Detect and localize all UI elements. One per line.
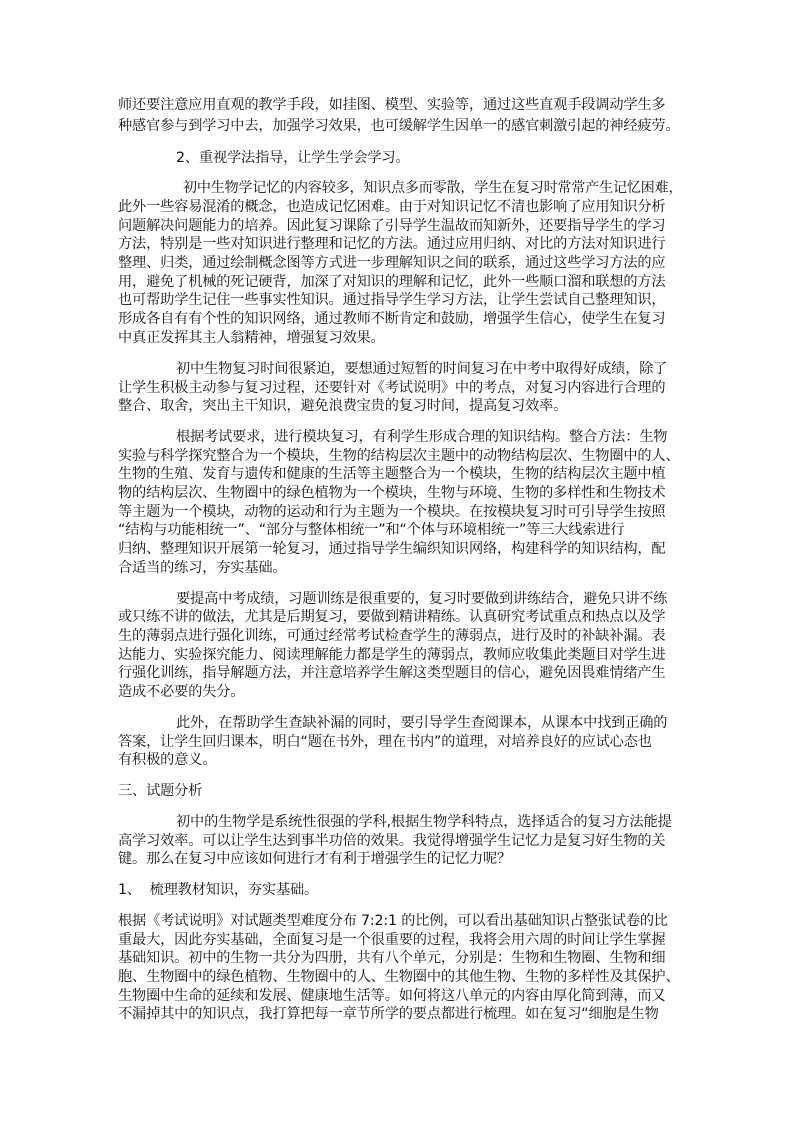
text-line: 基础知识。初中的生物一共分为四册，共有八个单元，分别是：生物和生物圈、生物和细 xyxy=(118,950,666,966)
text-line: 根据《考试说明》对试题类型难度分布 7:2:1 的比例，可以看出基础知识占整张试卷的比 xyxy=(118,913,668,929)
text-line: 根据考试要求，进行模块复习，有利学生形成合理的知识结构。整合方法：生物 xyxy=(176,429,668,445)
text-line: 有积极的意义。 xyxy=(118,752,217,768)
text-line: 用，避免了机械的死记硬背，加深了对知识的理解和记忆，此外一些顺口溜和联想的方法 xyxy=(118,274,666,290)
text-line: 此外，在帮助学生查缺补漏的同时，要引导学生查阅课本，从课本中找到正确的 xyxy=(176,715,668,731)
text-line: 达能力、实验探究能力、阅读理解能力都是学生的薄弱点，教师应收集此类题目对学生进 xyxy=(118,647,666,663)
text-line: 中真正发挥其主人翁精神，增强复习效果。 xyxy=(118,330,385,346)
text-line: “结构与功能相统一”、“部分与整体相统一”和“个体与环境相统一”等三大线索进行 xyxy=(118,522,625,538)
text-line: 生的薄弱点进行强化训练，可通过经常考试检查学生的薄弱点，进行及时的补缺补漏。表 xyxy=(118,628,666,644)
text-line: 形成各自有有个性的知识网络，通过教师不断肯定和鼓励，增强学生信心，使学生在复习 xyxy=(118,311,666,327)
text-line: 方法，特别是一些对知识进行整理和记忆的方法。通过应用归纳、对比的方法对知识进行 xyxy=(118,236,666,252)
text-line: 等主题为一个模块，动物的运动和行为主题为一个模块。在按模块复习时可引导学生按照 xyxy=(118,504,666,520)
heading-text: 2、重视学法指导，让学生学会学习。 xyxy=(176,150,410,166)
text-line: 重最大，因此夯实基础，全面复习是一个很重要的过程，我将会用六周的时间让学生掌握 xyxy=(118,932,666,948)
text-line: 生物圈中生命的延续和发展、健康地生活等。如何将这八单元的内容由厚化简到薄，而又 xyxy=(118,988,666,1004)
text-line: 或只练不讲的做法，尤其是后期复习，要做到精讲精练。认真研究考试重点和热点以及学 xyxy=(118,609,666,625)
text-line: 答案，让学生回归课本，明白“题在书外，理在书内”的道理，对培养良好的应试心态也 xyxy=(118,734,652,750)
text-line: 要提高中考成绩，习题训练是很重要的，复习时要做到讲练结合，避免只讲不练 xyxy=(176,591,668,607)
heading-text: 三、试题分析 xyxy=(118,783,203,799)
text-line: 胞、生物圈中的绿色植物、生物圈中的人、生物圈中的其他生物、生物的多样性及其保护、 xyxy=(118,969,680,985)
text-line: 行强化训练，指导解题方法，并注意培养学生解这类型题目的信心，避免因畏难情绪产生 xyxy=(118,665,666,681)
text-line: 造成不必要的失分。 xyxy=(118,684,245,700)
text-line: 也可帮助学生记住一些事实性知识。通过指导学生学习方法，让学生尝试自己整理知识， xyxy=(118,292,666,308)
text-line: 初中生物学记忆的内容较多，知识点多而零散，学生在复习时常常产生记忆困难， xyxy=(183,180,683,196)
text-line: 合适当的练习，夯实基础。 xyxy=(118,560,287,576)
text-line: 师还要注意应用直观的教学手段，如挂图、模型、实验等，通过这些直观手段调动学生多 xyxy=(118,97,666,113)
text-line: 物的结构层次、生物圈中的绿色植物为一个模块，生物与环境、生物的多样性和生物技术 xyxy=(118,485,666,501)
text-line: 种感官参与到学习中去，加强学习效果，也可缓解学生因单一的感官刺激引起的神经疲劳。 xyxy=(118,118,680,134)
text-line: 不漏掉其中的知识点，我打算把每一章节所学的要点都进行梳理。如在复习“细胞是生物 xyxy=(118,1006,659,1022)
text-line: 初中生物复习时间很紧迫，要想通过短暂的时间复习在中考中取得好成绩，除了 xyxy=(176,361,668,377)
text-line: 整理、归类，通过绘制概念图等方式进一步理解知识之间的联系，通过这些学习方法的应 xyxy=(118,255,666,271)
text-line: 生物的生殖、发育与遗传和健康的生活等主题整合为一个模块，生物的结构层次主题中植 xyxy=(118,466,666,482)
text-line: 实验与科学探究整合为一个模块，生物的结构层次主题中的动物结构层次、生物圈中的人、 xyxy=(118,448,680,464)
text-line: 整合、取舍，突出主干知识，避免浪费宝贵的复习时间，提高复习效率。 xyxy=(118,398,568,414)
heading-text: 1、 梳理教材知识，夯实基础。 xyxy=(118,882,319,898)
text-line: 高学习效率。可以让学生达到事半功倍的效果。我觉得增强学生记忆力是复习好生物的关 xyxy=(118,833,666,849)
text-line: 归纳、整理知识开展第一轮复习，通过指导学生编织知识网络，构建科学的知识结构，配 xyxy=(118,541,666,557)
text-line: 键。那么在复习中应该如何进行才有利于增强学生的记忆力呢？ xyxy=(118,851,512,867)
text-line: 初中的生物学是系统性很强的学科,根据生物学科特点，选择适合的复习方法能提 xyxy=(176,814,672,830)
text-line: 此外一些容易混淆的概念，也造成记忆困难。由于对知识记忆不清也影响了应用知识分析 xyxy=(118,199,666,215)
text-line: 让学生积极主动参与复习过程，还要针对《考试说明》中的考点，对复习内容进行合理的 xyxy=(118,380,666,396)
text-line: 问题解决问题能力的培养。因此复习课除了引导学生温故而知新外，还要指导学生的学习 xyxy=(118,218,666,234)
